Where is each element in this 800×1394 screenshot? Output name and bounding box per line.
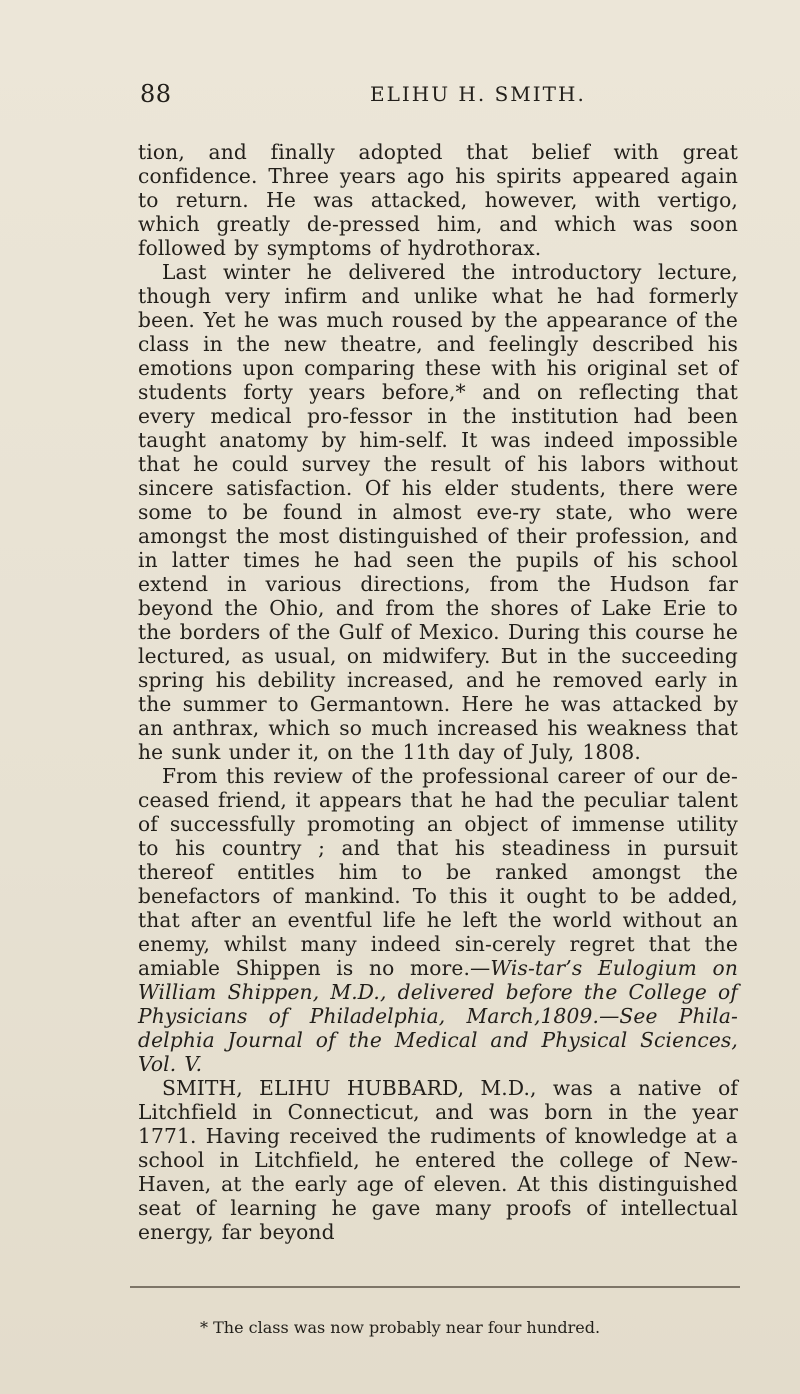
paragraph-2 (138, 260, 738, 764)
page-header (140, 80, 730, 114)
running-head: ELIHU H. SMITH. (370, 82, 586, 106)
paragraph-1-text: tion, and finally adopted that belief with great confidence. Three years ago his spirits appeared again to return. He was attacked, however, with vertigo, which greatly de-pressed him, and which was soon followed by symptoms of hydrothorax. (138, 140, 738, 260)
main-text (138, 140, 738, 1244)
paragraph-1 (138, 140, 738, 260)
paragraph-3-citation: Wis-tar’s Eulogium on William Shippen, M.D., delivered before the College of Physicians of Philadelphia, March,1809.—See Phila-delphia Journal of the Medical and Physical Sciences, Vol. V. (138, 956, 738, 1076)
paragraph-4-text: SMITH, ELIHU HUBBARD, M.D., was a native of Litchfield in Connecticut, and was born in the year 1771. Having received the rudiments of knowledge at a school in Litchfield, he entered the college of New-Haven, at the early age of eleven. At this distinguished seat of learning he gave many proofs of intellectual energy, far beyond (138, 1076, 738, 1244)
paragraph-3 (138, 764, 738, 1076)
page-number: 88 (140, 80, 172, 108)
paragraph-2-text: Last winter he delivered the introductory lecture, though very infirm and unlike what he had formerly been. Yet he was much roused by the appearance of the class in the new theatre, and feelingly described his emotions upon comparing these with his original set of students forty years before,* and on reflecting that every medical pro-fessor in the institution had been taught anatomy by him-self. It was indeed impossible that he could survey the result of his labors without sincere satisfaction. Of his elder students, there were some to be found in almost eve-ry state, who were amongst the most distinguished of their profession, and in latter times he had seen the pupils of his school extend in various directions, from the Hudson far beyond the Ohio, and from the shores of Lake Erie to the borders of the Gulf of Mexico. During this course he lectured, as usual, on midwifery. But in the succeeding spring his debility increased, and he removed early in the summer to Germantown. Here he was attacked by an anthrax, which so much increased his weakness that he sunk under it, on the 11th day of July, 1808. (138, 260, 738, 764)
footnote-divider (130, 1286, 740, 1288)
paragraph-3-text: From this review of the professional career of our de-ceased friend, it appears that he had the peculiar talent of successfully promoting an object of immense utility to his country ; and that his steadiness in pursuit thereof entitles him to be ranked amongst the benefactors of mankind. To this it ought to be added, that after an eventful life he left the world without an enemy, whilst many indeed sin-cerely regret that the amiable Shippen is no more.— (138, 764, 738, 980)
footnote: * The class was now probably near four hundred. (200, 1318, 601, 1337)
paragraph-4 (138, 1076, 738, 1244)
